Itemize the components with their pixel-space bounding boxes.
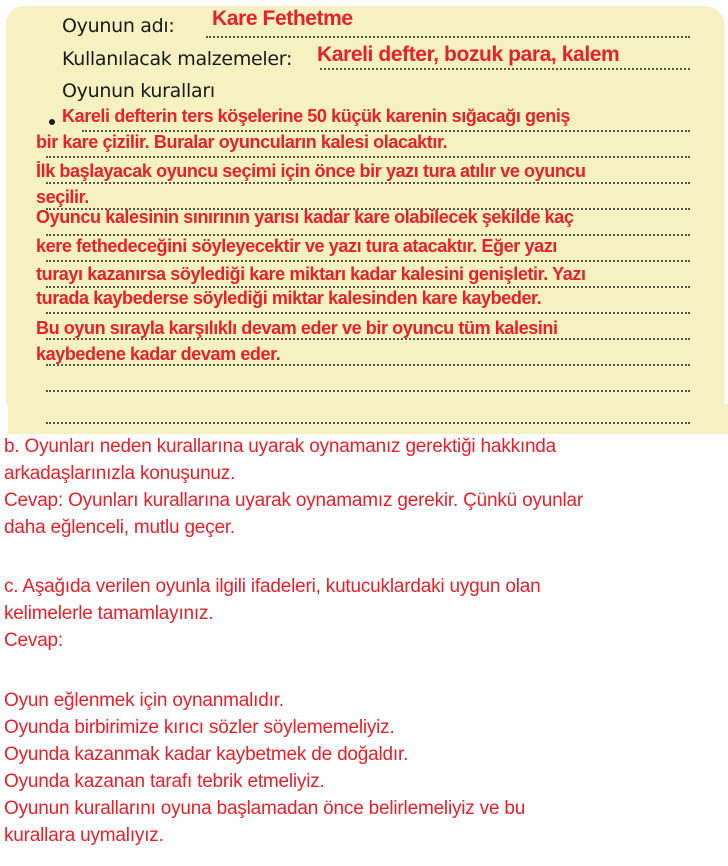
dotted-line xyxy=(46,422,690,424)
answer-c-item: Oyunda kazanan tarafı tebrik etmeliyiz. xyxy=(4,771,325,792)
answer-b-line: Cevap: Oyunları kurallarına uyarak oynamamız gerekir. Çünkü oyunlar xyxy=(4,490,584,511)
bullet-icon xyxy=(49,119,55,125)
answer-b-line: daha eğlenceli, mutlu geçer. xyxy=(4,517,236,538)
rule-line: turada kaybederse söylediği miktar kalesinden kare kaybeder. xyxy=(36,288,542,308)
dotted-line xyxy=(46,260,690,262)
rule-line: kere fethedeceğini söyleyecektir ve yazı tura atacaktır. Eğer yazı xyxy=(36,236,557,256)
dotted-line xyxy=(46,182,690,184)
answer-c-label: Cevap: xyxy=(4,630,64,651)
dotted-line xyxy=(320,68,690,70)
dotted-line xyxy=(46,390,690,392)
materials-label: Kullanılacak malzemeler: xyxy=(62,48,293,70)
rule-line: bir kare çizilir. Buralar oyuncuların kalesi olacaktır. xyxy=(36,132,448,152)
answer-c-item: kurallara uymalıyız. xyxy=(4,825,164,846)
worksheet-box-bottom xyxy=(8,404,728,434)
rule-line: turayı kazanırsa söylediği kare miktarı kadar kalesini genişletir. Yazı xyxy=(36,264,586,284)
dotted-line xyxy=(46,312,690,314)
rule-line: İlk başlayacak oyuncu seçimi için önce bir yazı tura atılır ve oyuncu xyxy=(36,161,586,181)
rule-line: seçilir. xyxy=(36,187,89,207)
rule-line: kaybedene kadar devam eder. xyxy=(36,344,281,364)
dotted-line xyxy=(46,156,690,158)
game-name-label: Oyunun adı: xyxy=(62,15,175,37)
rule-line: Oyuncu kalesinin sınırının yarısı kadar kare olabilecek şekilde kaç xyxy=(36,207,574,227)
answer-c-item: Oyunun kurallarını oyuna başlamadan önce belirlemeliyiz ve bu xyxy=(4,798,526,819)
question-c-line: c. Aşağıda verilen oyunla ilgili ifadeleri, kutucuklardaki uygun olan xyxy=(4,576,541,597)
answer-c-item: Oyunda kazanmak kadar kaybetmek de doğaldır. xyxy=(4,744,409,765)
answer-c-item: Oyun eğlenmek için oynanmalıdır. xyxy=(4,690,284,711)
dotted-line xyxy=(206,36,690,38)
rule-line: Kareli defterin ters köşelerine 50 küçük karenin sığacağı geniş xyxy=(62,106,571,126)
game-name-value: Kare Fethetme xyxy=(212,7,353,30)
rules-label: Oyunun kuralları xyxy=(62,80,215,102)
rule-line: Bu oyun sırayla karşılıklı devam eder ve bir oyuncu tüm kalesini xyxy=(36,318,558,338)
question-b-line: b. Oyunları neden kurallarına uyarak oynamanız gerektiği hakkında xyxy=(4,436,557,457)
question-c-line: kelimelerle tamamlayınız. xyxy=(4,603,214,624)
question-b-line: arkadaşlarınızla konuşunuz. xyxy=(4,463,236,484)
answer-c-item: Oyunda birbirimize kırıcı sözler söylememeliyiz. xyxy=(4,717,395,738)
materials-value: Kareli defter, bozuk para, kalem xyxy=(317,43,620,66)
